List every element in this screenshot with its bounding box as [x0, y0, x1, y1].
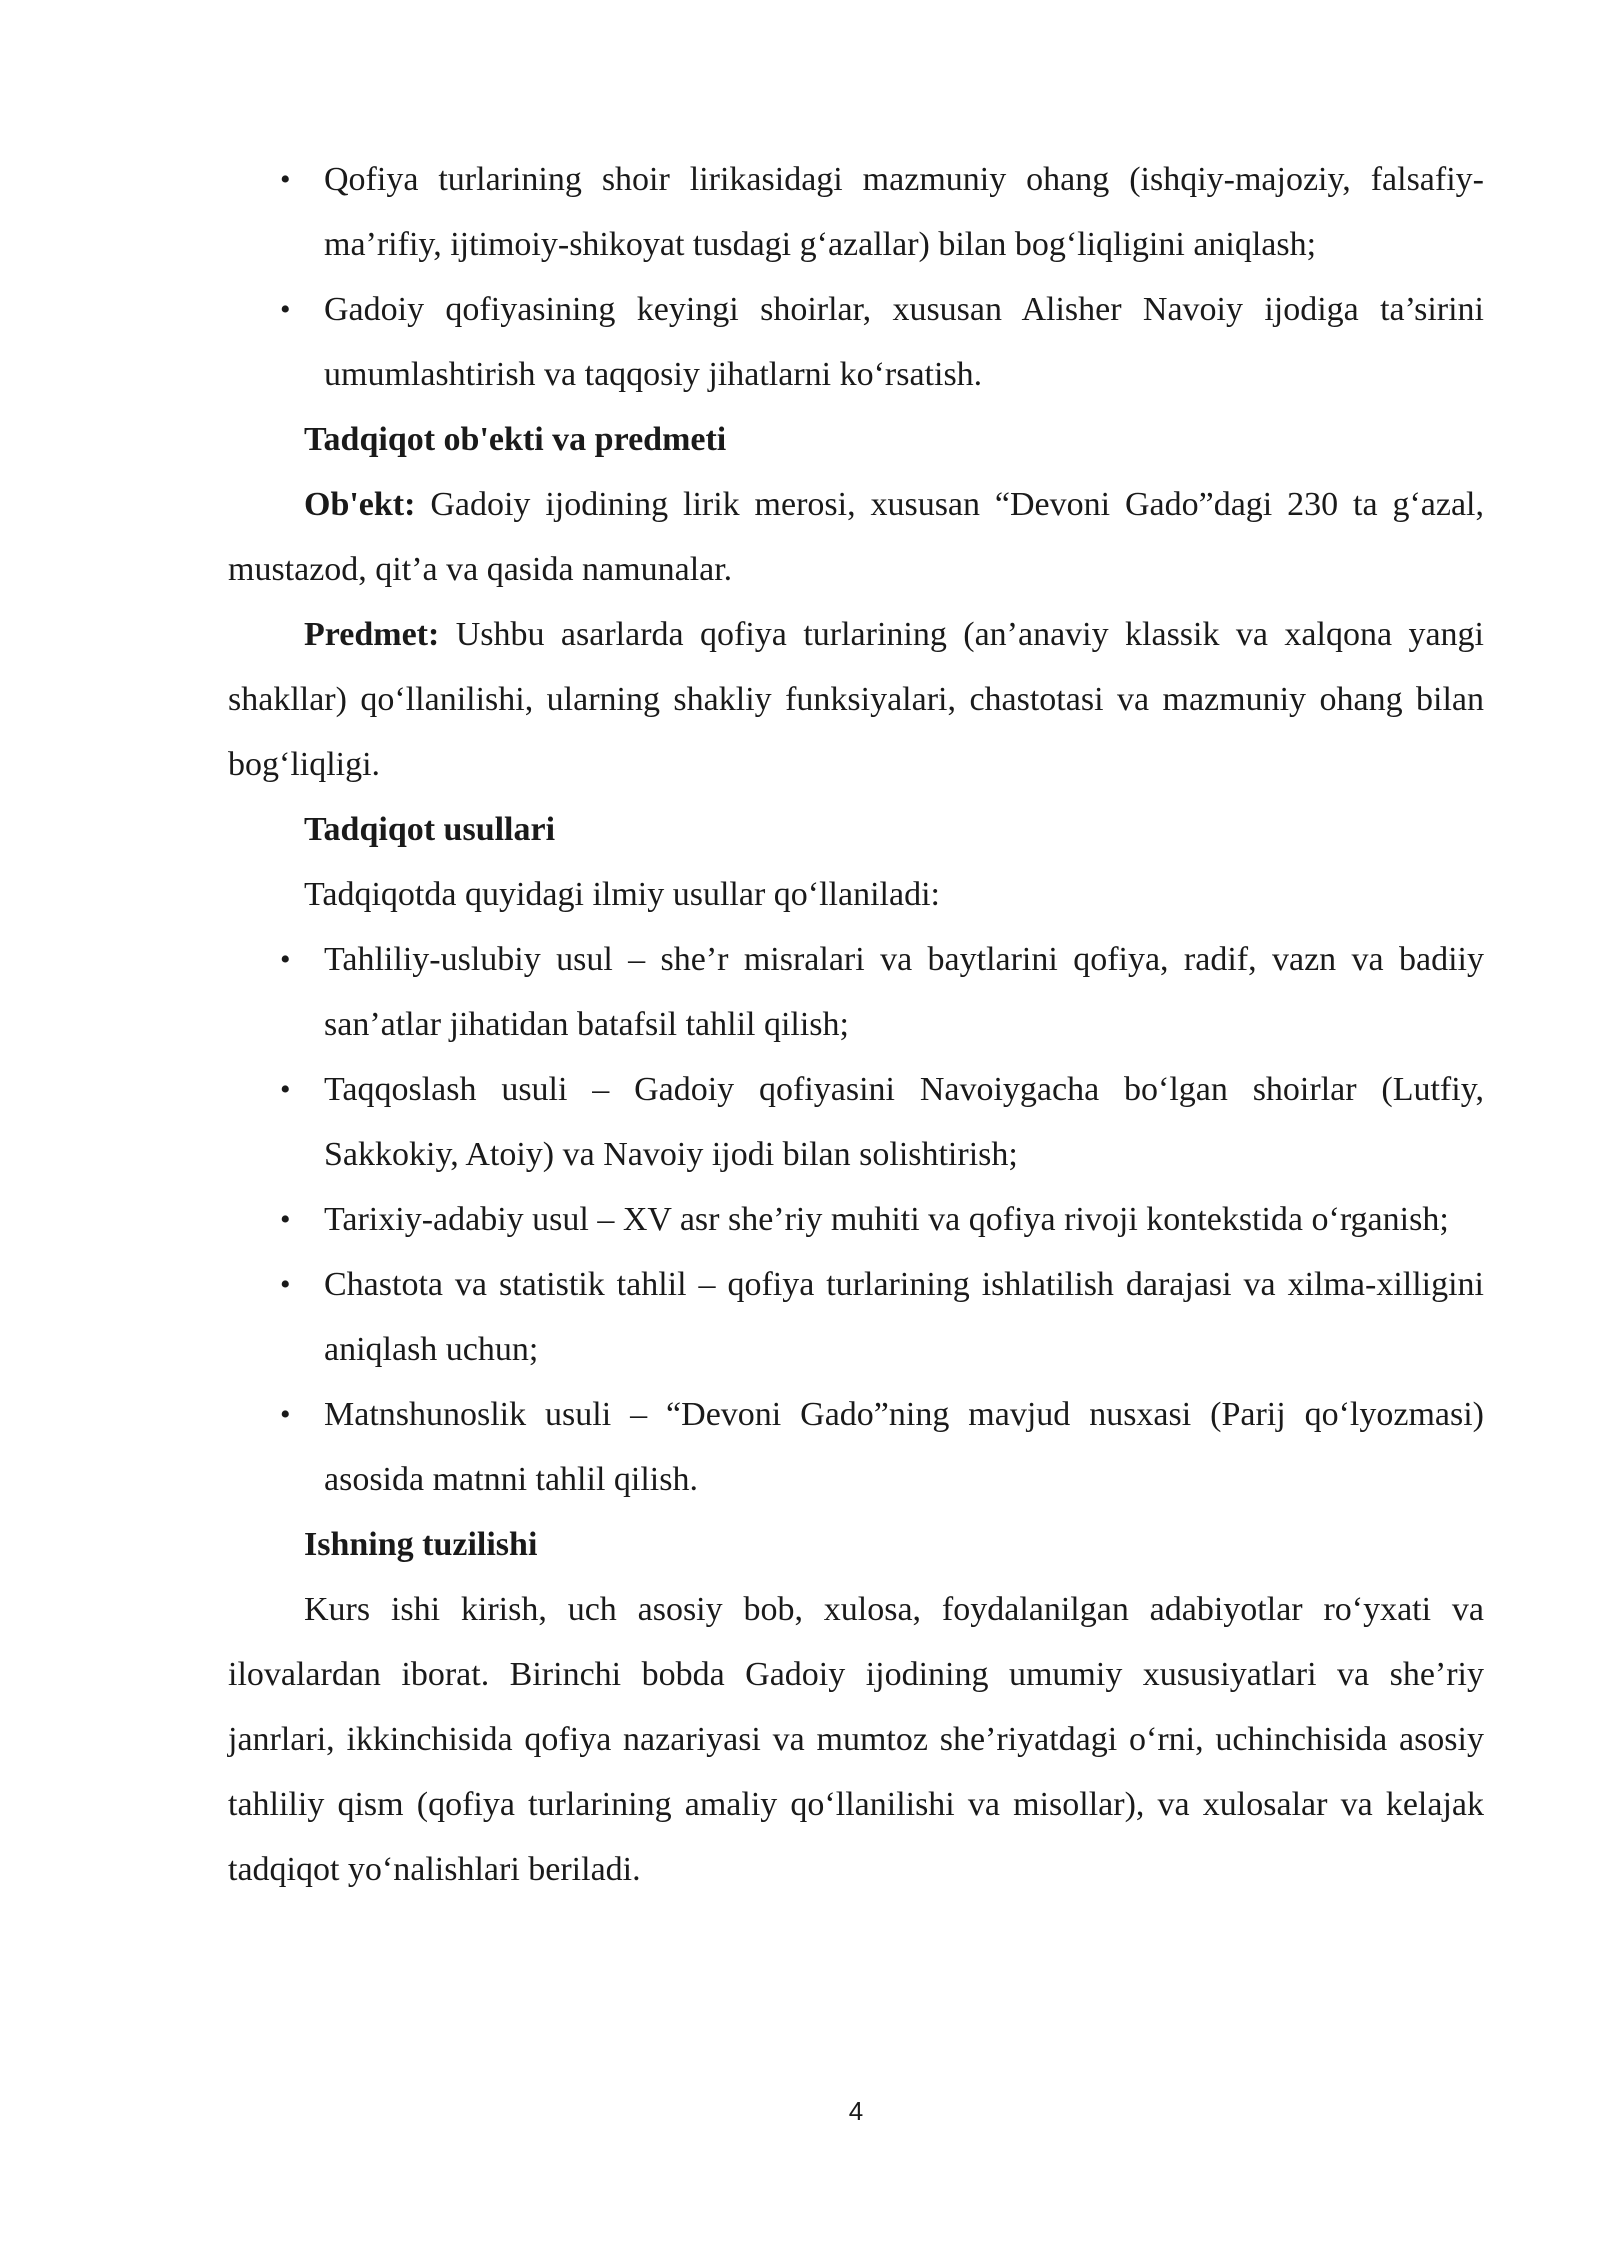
- list-item: [228, 277, 1484, 407]
- bullet-icon: •: [280, 1268, 291, 1301]
- goals-bullet-list: [228, 147, 1484, 407]
- list-item-text: Taqqoslash usuli – Gadoiy qofiyasini Navoiygacha bo‘lgan shoirlar (Lutfiy, Sakkokiy, Atoiy) va Navoiy ijodi bilan solishtirish;: [324, 1071, 1484, 1173]
- bullet-icon: •: [280, 1203, 291, 1236]
- object-label: Ob'ekt:: [304, 486, 416, 523]
- list-item-text: Qofiya turlarining shoir lirikasidagi mazmuniy ohang (ishqiy-majoziy, falsafiy-ma’rifiy, ijtimoiy-shikoyat tusdagi g‘azallar) bilan bog‘liqligini aniqlash;: [324, 161, 1484, 263]
- subject-label: Predmet:: [304, 616, 440, 653]
- list-item: [228, 927, 1484, 1057]
- section-heading-structure: Ishning tuzilishi: [304, 1526, 538, 1563]
- list-item: [228, 1252, 1484, 1382]
- bullet-icon: •: [280, 943, 291, 976]
- subject-text: Ushbu asarlarda qofiya turlarining (an’anaviy klassik va xalqona yangi shakllar) qo‘llanilishi, ularning shakliy funksiyalari, chastotasi va mazmuniy ohang bilan bog‘liqligi.: [228, 616, 1484, 783]
- list-item-text: Gadoiy qofiyasining keyingi shoirlar, xususan Alisher Navoiy ijodiga ta’sirini umumlashtirish va taqqosiy jihatlarni ko‘rsatish.: [324, 291, 1484, 393]
- list-item: [228, 1382, 1484, 1512]
- object-text: Gadoiy ijodining lirik merosi, xususan “Devoni Gado”dagi 230 ta g‘azal, mustazod, qit’a va qasida namunalar.: [228, 486, 1484, 588]
- list-item-text: Tarixiy-adabiy usul – XV asr she’riy muhiti va qofiya rivoji kontekstida o‘rganish;: [324, 1201, 1449, 1238]
- list-item-text: Matnshunoslik usuli – “Devoni Gado”ning mavjud nusxasi (Parij qo‘lyozmasi) asosida matnni tahlil qilish.: [324, 1396, 1484, 1498]
- list-item-text: Chastota va statistik tahlil – qofiya turlarining ishlatilish darajasi va xilma-xilligini aniqlash uchun;: [324, 1266, 1484, 1368]
- structure-paragraph: Kurs ishi kirish, uch asosiy bob, xulosa, foydalanilgan adabiyotlar ro‘yxati va ilovalardan iborat. Birinchi bobda Gadoiy ijodining umumiy xususiyatlari va she’riy janrlari, ikkinchisida qofiya nazariyasi va mumtoz she’riyatdagi o‘rni, uchinchisida asosiy tahliliy qism (qofiya turlarining amaliy qo‘llanilishi va misollar), va xulosalar va kelajak tadqiqot yo‘nalishlari beriladi.: [228, 1591, 1484, 1888]
- subject-paragraph: [228, 602, 1484, 797]
- list-item: [228, 147, 1484, 277]
- bullet-icon: •: [280, 293, 291, 326]
- list-item-text: Tahliliy-uslubiy usul – she’r misralari va baytlarini qofiya, radif, vazn va badiiy san’atlar jihatidan batafsil tahlil qilish;: [324, 941, 1484, 1043]
- object-paragraph: [228, 472, 1484, 602]
- section-heading-object: Tadqiqot ob'ekti va predmeti: [304, 421, 727, 458]
- list-item: [228, 1187, 1484, 1252]
- bullet-icon: •: [280, 1073, 291, 1106]
- bullet-icon: •: [280, 1398, 291, 1431]
- methods-bullet-list: [228, 927, 1484, 1512]
- bullet-icon: •: [280, 163, 291, 196]
- section-heading-methods: Tadqiqot usullari: [304, 811, 556, 848]
- methods-intro: Tadqiqotda quyidagi ilmiy usullar qo‘llaniladi:: [304, 876, 940, 913]
- page-number: 4: [848, 2096, 864, 2126]
- list-item: [228, 1057, 1484, 1187]
- page-content: [228, 147, 1484, 1902]
